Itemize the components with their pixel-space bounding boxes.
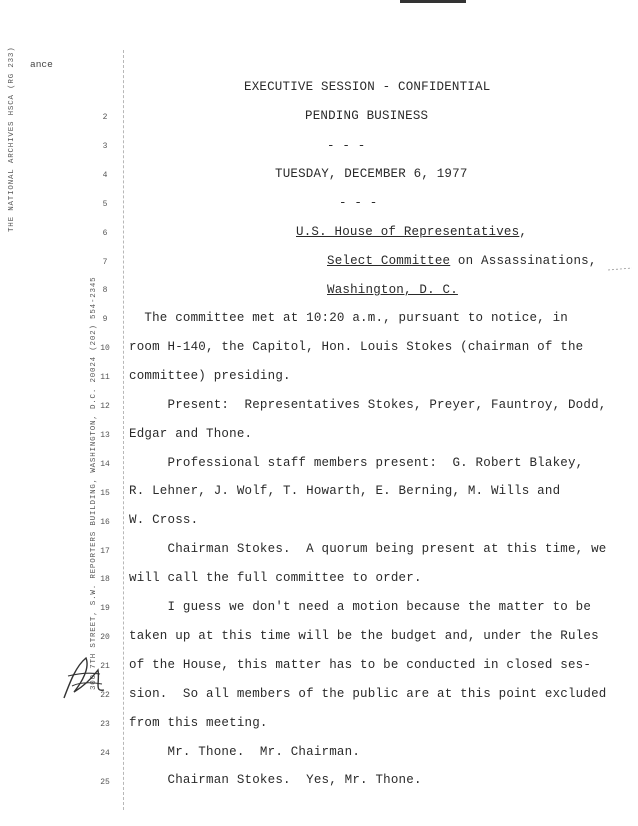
venue-house — [296, 225, 527, 239]
session-date: TUESDAY, DECEMBER 6, 1977 — [275, 167, 468, 181]
line-number: 8 — [102, 286, 108, 296]
line-number: 11 — [100, 373, 110, 383]
line-number: 24 — [100, 748, 110, 758]
line-number: 13 — [100, 430, 110, 440]
transcript-line: Present: Representatives Stokes, Preyer, Fauntroy, Dodd, — [129, 397, 607, 412]
venue-committee — [327, 254, 597, 268]
line-number: 6 — [102, 228, 108, 238]
venue-city: Washington, D. C. — [327, 283, 458, 297]
line-number: 19 — [100, 604, 110, 614]
transcript-line: I guess we don't need a motion because the matter to be — [129, 600, 592, 614]
line-number: 4 — [102, 170, 108, 180]
line-number: 18 — [100, 575, 110, 585]
line-number: 14 — [100, 459, 110, 469]
session-title: EXECUTIVE SESSION - CONFIDENTIAL — [244, 80, 491, 94]
session-subtitle: PENDING BUSINESS — [305, 109, 429, 123]
line-number: 22 — [100, 691, 110, 700]
corner-text: ance — [30, 59, 53, 70]
line-number: 12 — [100, 402, 110, 411]
transcript-line: taken up at this time will be the budget and, under the Rules — [129, 628, 599, 643]
transcript-line: R. Lehner, J. Wolf, T. Howarth, E. Berning, M. Wills and — [129, 484, 561, 499]
separator-1: - - - — [327, 139, 366, 153]
transcript-line: room H-140, the Capitol, Hon. Louis Stokes (chairman of the — [129, 339, 584, 354]
transcript-line: W. Cross. — [129, 513, 199, 528]
venue-house-text: U.S. House of Representatives — [296, 225, 520, 239]
transcript-line: committee) presiding. — [129, 368, 291, 383]
transcript-line: Chairman Stokes. A quorum being present at this time, we — [129, 542, 607, 557]
transcript-line: will call the full committee to order. — [129, 571, 422, 586]
line-number: 20 — [100, 633, 110, 643]
transcript-line: Edgar and Thone. — [129, 426, 253, 441]
line-number: 10 — [100, 344, 110, 354]
line-number: 15 — [100, 488, 110, 498]
margin-rule — [123, 50, 124, 810]
transcript-line: sion. So all members of the public are at this point excluded — [129, 686, 607, 701]
archive-stamp: THE NATIONAL ARCHIVES HSCA (RG 233) — [8, 46, 16, 232]
venue-committee-name: Select Committee — [327, 254, 451, 268]
margin-tick-mark — [606, 264, 636, 274]
transcript-line: The committee met at 10:20 a.m., pursuant to notice, in — [129, 311, 568, 325]
line-number: 21 — [100, 662, 110, 672]
top-edge-mark — [400, 0, 466, 3]
transcript-line: Mr. Thone. Mr. Chairman. — [129, 744, 361, 759]
handwritten-initials — [60, 652, 110, 704]
transcript-line: Chairman Stokes. Yes, Mr. Thone. — [129, 773, 422, 788]
line-number: 7 — [102, 257, 108, 267]
reporter-stamp: 300 7TH STREET, S.W. REPORTERS BUILDING, WASHINGTON, D.C. 20024 (202) 554-2345 — [90, 276, 98, 690]
line-number: 3 — [102, 141, 108, 151]
transcript-line: Professional staff members present: G. Robert Blakey, — [129, 455, 584, 470]
line-number: 9 — [102, 315, 108, 325]
transcript-line: from this meeting. — [129, 715, 268, 730]
transcript-line: of the House, this matter has to be conducted in closed ses- — [129, 657, 592, 672]
line-number: 25 — [100, 777, 110, 787]
separator-2: - - - — [339, 196, 378, 210]
venue-house-comma: , — [519, 225, 528, 239]
line-number: 17 — [100, 546, 110, 556]
line-number: 16 — [100, 517, 110, 527]
line-number: 23 — [100, 719, 110, 729]
venue-committee-rest: on Assassinations, — [450, 254, 597, 268]
line-number: 5 — [102, 199, 108, 209]
line-number: 2 — [102, 113, 108, 122]
